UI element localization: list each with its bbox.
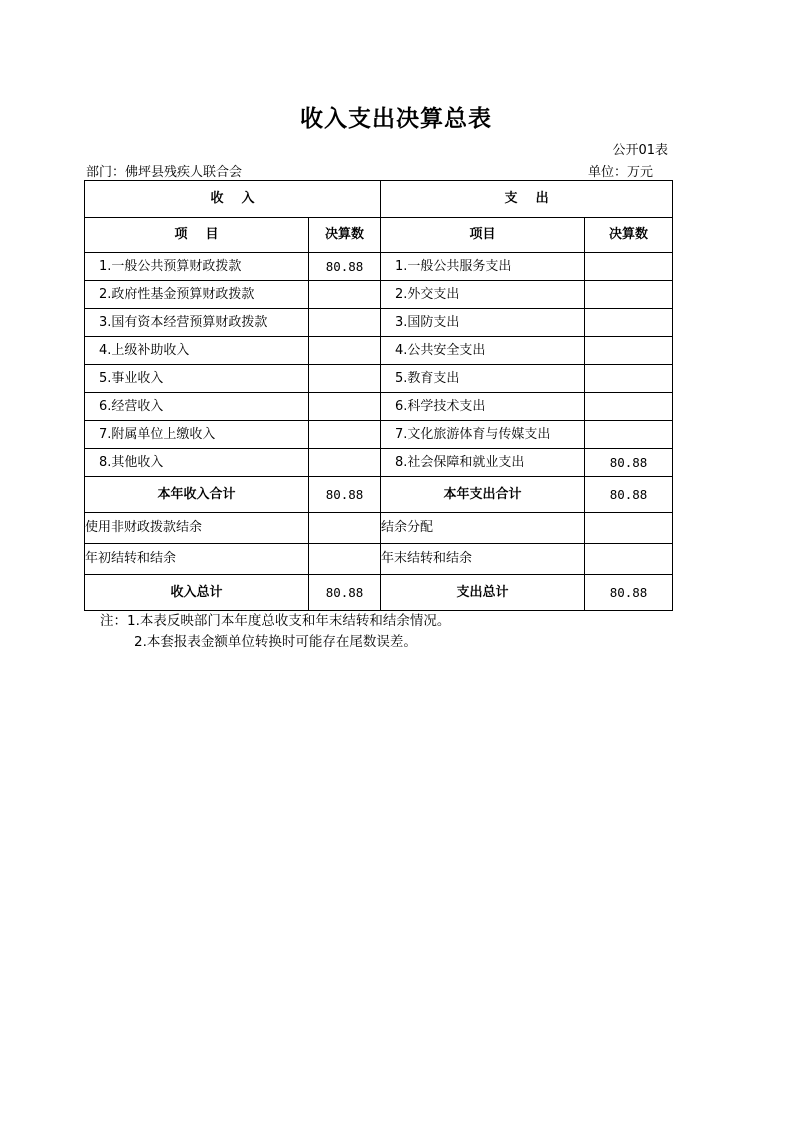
income-total-label: 收入总计 — [85, 575, 309, 611]
expense-value — [585, 309, 673, 337]
table-row — [85, 393, 673, 421]
expense-header: 支 出 — [381, 181, 673, 218]
income-item: 使用非财政拨款结余 — [85, 513, 309, 544]
expense-item: 2.外交支出 — [381, 281, 585, 309]
department-label: 部门：佛坪县残疾人联合会 — [86, 165, 243, 180]
table-row — [85, 281, 673, 309]
page-title: 收入支出决算总表 — [300, 105, 492, 132]
expense-total-value: 80.88 — [585, 575, 673, 611]
income-item-header: 项 目 — [85, 218, 309, 253]
income-value — [309, 513, 381, 544]
income-item: 年初结转和结余 — [85, 544, 309, 575]
income-amount-header: 决算数 — [309, 218, 381, 253]
table-row — [85, 365, 673, 393]
income-value — [309, 337, 381, 365]
expense-item: 5.教育支出 — [381, 365, 585, 393]
income-header: 收 入 — [85, 181, 381, 218]
income-value: 80.88 — [309, 253, 381, 281]
expense-item: 3.国防支出 — [381, 309, 585, 337]
income-item: 3.国有资本经营预算财政拨款 — [85, 309, 309, 337]
expense-subtotal-label: 本年支出合计 — [381, 477, 585, 513]
expense-item: 8.社会保障和就业支出 — [381, 449, 585, 477]
column-header-row — [85, 218, 673, 253]
expense-value — [585, 253, 673, 281]
table-row — [85, 449, 673, 477]
expense-item: 结余分配 — [381, 513, 585, 544]
expense-item: 1.一般公共服务支出 — [381, 253, 585, 281]
income-item: 1.一般公共预算财政拨款 — [85, 253, 309, 281]
table-row — [85, 253, 673, 281]
table-row — [85, 513, 673, 544]
income-subtotal-value: 80.88 — [309, 477, 381, 513]
expense-item: 6.科学技术支出 — [381, 393, 585, 421]
income-item: 6.经营收入 — [85, 393, 309, 421]
expense-value — [585, 544, 673, 575]
table-header-row — [85, 181, 673, 218]
income-total-value: 80.88 — [309, 575, 381, 611]
table-row — [85, 544, 673, 575]
expense-item: 4.公共安全支出 — [381, 337, 585, 365]
table-row — [85, 337, 673, 365]
total-row — [85, 575, 673, 611]
income-value — [309, 393, 381, 421]
expense-value — [585, 513, 673, 544]
expense-value — [585, 393, 673, 421]
note-line: 2.本套报表金额单位转换时可能存在尾数误差。 — [134, 634, 417, 650]
income-value — [309, 309, 381, 337]
note-line: 注：1.本表反映部门本年度总收支和年末结转和结余情况。 — [100, 613, 451, 629]
table-row — [85, 309, 673, 337]
expense-total-label: 支出总计 — [381, 575, 585, 611]
income-value — [309, 281, 381, 309]
income-item: 7.附属单位上缴收入 — [85, 421, 309, 449]
budget-table — [84, 180, 673, 611]
income-item: 2.政府性基金预算财政拨款 — [85, 281, 309, 309]
expense-value: 80.88 — [585, 449, 673, 477]
income-value — [309, 449, 381, 477]
expense-item: 年末结转和结余 — [381, 544, 585, 575]
expense-item: 7.文化旅游体育与传媒支出 — [381, 421, 585, 449]
income-item: 4.上级补助收入 — [85, 337, 309, 365]
income-item: 8.其他收入 — [85, 449, 309, 477]
expense-value — [585, 421, 673, 449]
table-row — [85, 421, 673, 449]
expense-value — [585, 337, 673, 365]
expense-amount-header: 决算数 — [585, 218, 673, 253]
subtotal-row — [85, 477, 673, 513]
notes — [100, 611, 450, 653]
income-subtotal-label: 本年收入合计 — [85, 477, 309, 513]
income-value — [309, 421, 381, 449]
expense-item-header: 项目 — [381, 218, 585, 253]
expense-value — [585, 281, 673, 309]
expense-value — [585, 365, 673, 393]
form-number: 公开01表 — [612, 143, 668, 158]
unit-label: 单位：万元 — [588, 165, 654, 180]
expense-subtotal-value: 80.88 — [585, 477, 673, 513]
income-value — [309, 544, 381, 575]
income-item: 5.事业收入 — [85, 365, 309, 393]
income-value — [309, 365, 381, 393]
